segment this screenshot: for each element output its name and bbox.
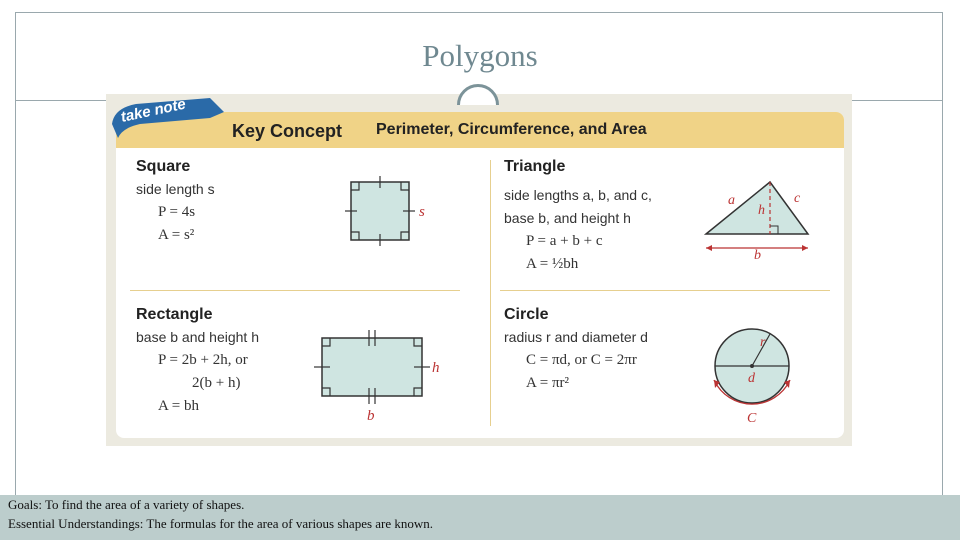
triangle-figure bbox=[700, 174, 820, 262]
rectangle-figure bbox=[306, 324, 446, 424]
key-concept-image bbox=[106, 94, 852, 446]
circle-label-r: r bbox=[760, 335, 766, 350]
circle-figure bbox=[700, 318, 810, 428]
triangle-label-b: b bbox=[754, 248, 761, 262]
triangle-label-h: h bbox=[758, 203, 765, 218]
column-divider bbox=[490, 160, 491, 426]
row-divider-left bbox=[130, 290, 460, 291]
rectangle-desc: base b and height h bbox=[136, 329, 259, 345]
circle-area: A = πr² bbox=[526, 375, 570, 391]
rectangle-shape bbox=[322, 338, 422, 396]
square-desc: side length s bbox=[136, 181, 215, 197]
take-note-tag bbox=[106, 94, 226, 140]
rectangle-perimeter-alt: 2(b + h) bbox=[192, 375, 241, 391]
key-concept-title: Perimeter, Circumference, and Area bbox=[376, 121, 647, 138]
rectangle-label-b: b bbox=[367, 408, 375, 424]
circle-circumference: C = πd, or C = 2πr bbox=[526, 352, 637, 368]
square-area: A = s² bbox=[158, 227, 195, 243]
key-concept-label: Key Concept bbox=[232, 121, 343, 141]
rectangle-heading: Rectangle bbox=[136, 306, 213, 323]
triangle-shape bbox=[706, 182, 808, 234]
triangle-area: A = ½bh bbox=[526, 256, 579, 272]
square-heading: Square bbox=[136, 158, 191, 175]
square-shape bbox=[351, 182, 409, 240]
rectangle-perimeter: P = 2b + 2h, or bbox=[158, 352, 248, 368]
circle-label-C: C bbox=[747, 411, 757, 426]
take-note-label: take note bbox=[119, 95, 188, 126]
circle-label-d: d bbox=[748, 371, 755, 386]
footer-bar bbox=[0, 495, 960, 540]
slide-title: Polygons bbox=[422, 38, 538, 73]
rectangle-section bbox=[136, 304, 259, 418]
triangle-perimeter: P = a + b + c bbox=[526, 233, 603, 249]
circle-desc: radius r and diameter d bbox=[504, 329, 648, 345]
row-divider-right bbox=[500, 290, 830, 291]
triangle-heading: Triangle bbox=[504, 158, 566, 175]
circle-heading: Circle bbox=[504, 306, 549, 323]
square-side-label: s bbox=[419, 204, 425, 220]
square-section bbox=[136, 156, 215, 247]
goals-text: Goals: To find the area of a variety of shapes. bbox=[8, 497, 245, 512]
triangle-label-c: c bbox=[794, 191, 801, 206]
triangle-label-a: a bbox=[728, 193, 735, 208]
rectangle-label-h: h bbox=[432, 360, 440, 376]
triangle-section bbox=[504, 156, 652, 276]
triangle-desc-1: side lengths a, b, and c, bbox=[504, 187, 652, 203]
square-figure bbox=[326, 174, 436, 254]
key-concept-panel bbox=[116, 112, 844, 438]
triangle-desc-2: base b, and height h bbox=[504, 210, 631, 226]
understandings-text: Essential Understandings: The formulas for the area of various shapes are known. bbox=[8, 516, 434, 531]
circle-section bbox=[504, 304, 648, 395]
square-perimeter: P = 4s bbox=[158, 204, 196, 220]
rectangle-area: A = bh bbox=[158, 398, 199, 414]
